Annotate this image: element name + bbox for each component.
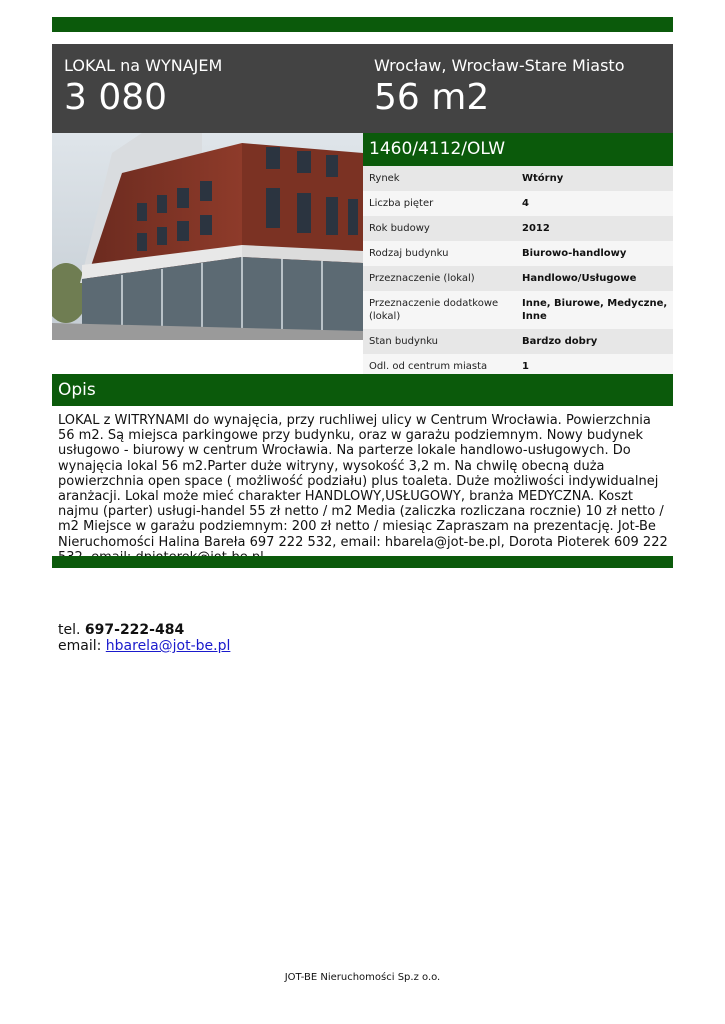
detail-value: Biurowo-handlowy [522, 248, 627, 259]
detail-key: Przeznaczenie (lokal) [369, 273, 475, 284]
detail-value: 1 [522, 361, 529, 372]
detail-key: Przeznaczenie dodatkowe (lokal) [369, 298, 499, 322]
detail-key: Rok budowy [369, 223, 430, 234]
detail-value: Inne, Biurowe, Medyczne, Inne [522, 298, 668, 322]
email-line [58, 638, 230, 654]
phone-line [58, 622, 230, 638]
phone-number: 697-222-484 [84, 622, 185, 638]
listing-type: LOKAL na WYNAJEM [64, 56, 223, 75]
detail-key: Odl. od centrum miasta [369, 361, 488, 372]
detail-key: Stan budynku [369, 336, 439, 347]
detail-row [363, 266, 673, 291]
detail-value: Bardzo dobry [522, 336, 598, 347]
details-panel [363, 133, 673, 392]
detail-row [363, 166, 673, 191]
detail-row [363, 191, 673, 216]
listing-price: 3 080 [64, 77, 168, 118]
email-link[interactable]: hbarela@jot-be.pl [105, 638, 231, 654]
detail-key: Rodzaj budynku [369, 248, 449, 259]
contact-block [58, 622, 230, 654]
description-text: LOKAL z WITRYNAMI do wynajęcia, przy ruchliwej ulicy w Centrum Wrocławia. Powierzchnia 56 m2. Są miejsca parkingowe przy budynku, oraz w garażu podziemnym. Nowy budynek usługowo - biurowy w centrum Wrocławia. Na parterze lokale handlowo-usługowych. Do wynajęcia lokal 56 m2.Parter duże witryny, wysokość 3,2 m. Na chwilę obecną duża powierzchnia open space ( możliwość podziału) plus toaleta. Duże możliwości indywidualnej aranżacji. Lokal może mieć charakter HANDLOWY,USŁUGOWY, branża MEDYCZNA. Koszt najmu (parter) usługi-handel 55 zł netto / m2 Media (zaliczka rozliczana rocznie) 10 zł netto / m2 Miejsce w garażu podziemnym: 200 zł netto / miesiąc Zapraszam na prezentację. Jot-Be Nieruchomości Halina Bareła 697 222 532, email: hbarela@jot-be.pl, Dorota Pioterek 609 222 [58, 413, 668, 550]
detail-row [363, 291, 673, 329]
listing-location: Wrocław, Wrocław-Stare Miasto [374, 56, 625, 75]
bottom-green-bar [52, 556, 673, 568]
detail-value: 2012 [522, 223, 550, 234]
detail-value: Wtórny [522, 173, 564, 184]
detail-key: Rynek [369, 173, 400, 184]
listing-area: 56 m2 [374, 77, 490, 118]
listing-reference: 1460/4112/OLW [363, 133, 673, 166]
building-photo-illustration [52, 133, 363, 340]
detail-key: Liczba pięter [369, 198, 434, 209]
detail-value: 4 [522, 198, 529, 209]
detail-row [363, 216, 673, 241]
phone-label: tel. [58, 622, 81, 638]
description-heading: Opis [52, 374, 673, 406]
footer-company: JOT-BE Nieruchomości Sp.z o.o. [284, 972, 441, 983]
email-label: email: [58, 638, 102, 654]
detail-row [363, 241, 673, 266]
top-green-bar [52, 17, 673, 32]
detail-row [363, 329, 673, 354]
building-photo [52, 133, 363, 340]
header-left [64, 56, 222, 120]
header-right [374, 56, 625, 120]
detail-value: Handlowo/Usługowe [522, 273, 637, 284]
listing-header [52, 44, 673, 133]
